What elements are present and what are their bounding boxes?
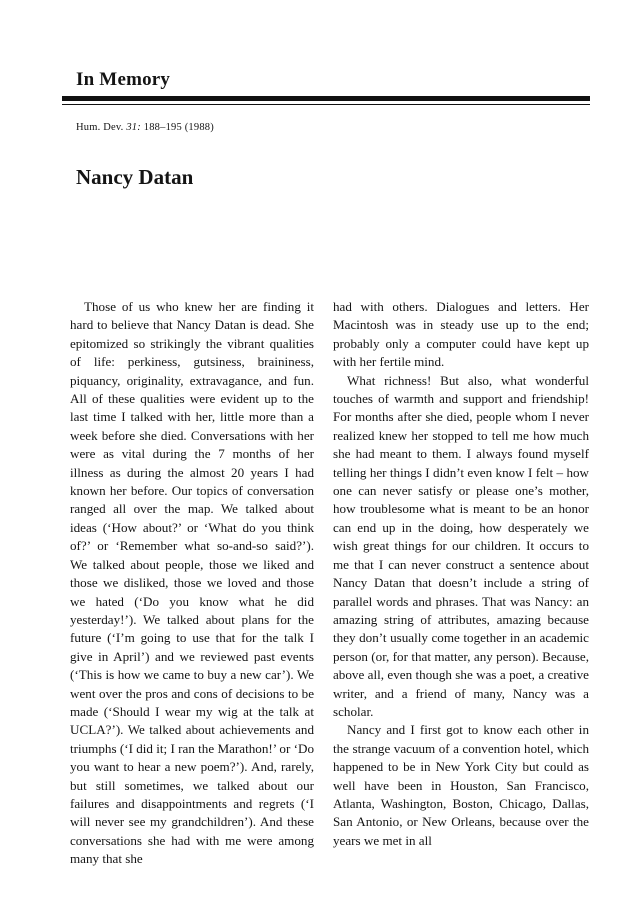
citation-volume: 31: bbox=[126, 122, 141, 133]
section-title: In Memory bbox=[76, 69, 171, 90]
paragraph: What richness! But also, what wonderful touches of warmth and support and friendship! For months after she died, people whom I never realized knew her stopped to tell me how much she had meant to them. I always found myself telling her things I didn’t even know I felt – how one can never satisfy or please one’s mother, how troublesome what is meant to be an honor can end up in the doing, how desperately we wish great things for our children. It occurs to me that I can never construct a sentence about Nancy Datan that doesn’t include a string of parallel words and phrases. That was Nancy: an amazing string of attributes, amazing because they don’t usually come together in an academic person (or, for that matter, any person). Because, above all, even though she was a poet, a creative writer, and a friend of many, Nancy was a scholar. bbox=[333, 372, 589, 719]
citation-journal: Hum. Dev. bbox=[76, 122, 124, 133]
paragraph: Nancy and I first got to know each other in the strange vacuum of a convention hotel, which happened to be in New York City but could as well have been in Houston, San Francisco, Atlanta, Washington, Boston, Chicago, Dallas, San Antonio, or New Orleans, because over the years we met in all bbox=[333, 722, 589, 848]
header-rule-thin bbox=[62, 104, 590, 105]
paragraph: Those of us who knew her are finding it hard to believe that Nancy Datan is dead. She epitomized so strikingly the vibrant qualities of life: perkiness, gutsiness, braininess, piquancy, originality, extravagance, and fun. All of these qualities were evident up to the last time I talked with her, little more than a week before she died. Conversations with her were as vital during the 7 months of her illness as during the almost 20 years I had known her before. Our topics of conversation ranged all over the map. We talked about ideas (‘How about?’ or ‘What do you think of?’ or ‘Remember what so-and-so said?’). We talked about people, those we liked and those we disliked, those we loved and those we hated (‘Do you know what he did yesterday!’). We talked about plans for the future (‘I’m going to use that for the talk I give in April’) and we reviewed past events (‘This is how we came to buy a new car’). We went over the pros and cons of decisions to be made (‘Should I wear my wig at the talk at UCLA?’). We talked about achievements and triumphs (‘I did it; I ran the Marathon!’ or ‘Do you want to hear a new poem?’). And, rarely, but still sometimes, we talked about our failures and disappointments and regrets (‘I will never see my grandchildren’). And these conversations she had with me were among many that she bbox=[70, 299, 314, 867]
journal-citation bbox=[76, 122, 214, 133]
body-column-right bbox=[333, 298, 589, 850]
header-rule-thick bbox=[62, 96, 590, 101]
citation-pages-year: 188–195 (1988) bbox=[143, 122, 214, 133]
article-title: Nancy Datan bbox=[76, 165, 194, 189]
body-column-left bbox=[70, 298, 314, 869]
paragraph: had with others. Dialogues and letters. Her Macintosh was in steady use up to the end; probably only a computer could have kept up with her fertile mind. bbox=[333, 299, 589, 370]
